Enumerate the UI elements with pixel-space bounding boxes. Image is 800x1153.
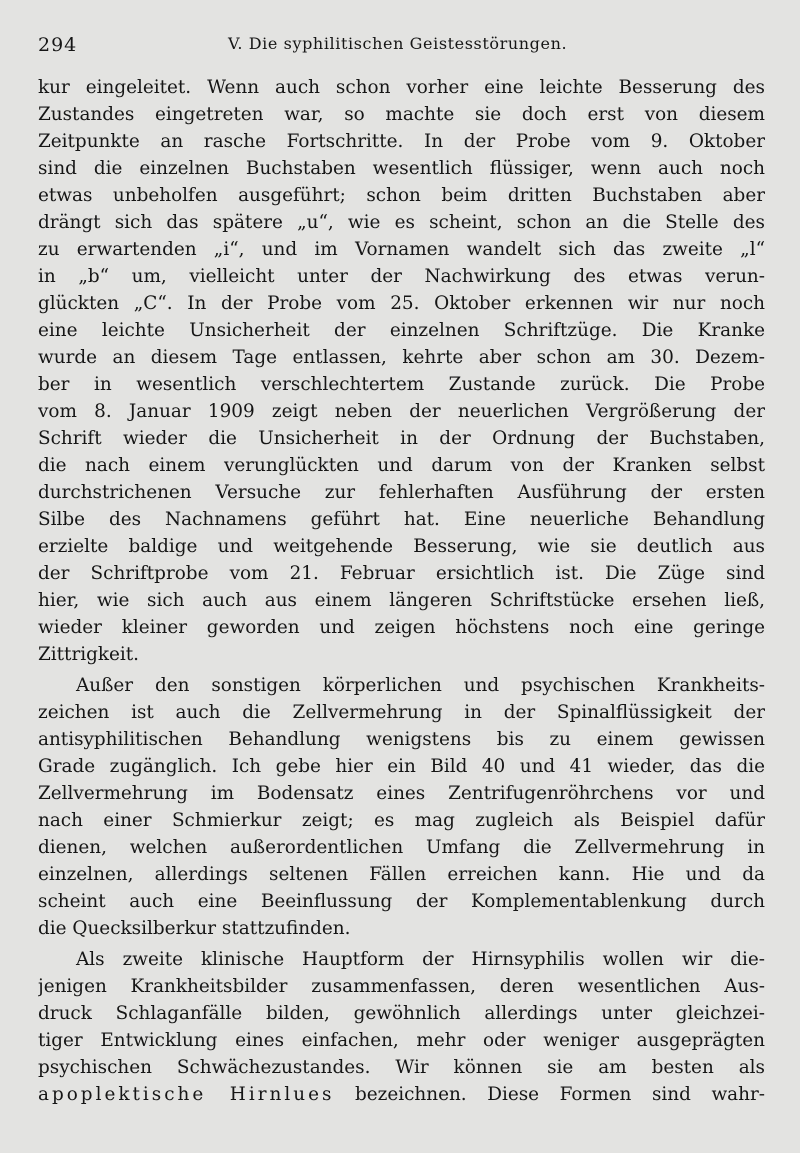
text-line: ber in wesentlich verschlechtertem Zustande zurück. Die Probe	[38, 374, 765, 395]
page-number: 294	[38, 34, 78, 56]
text-line: einzelnen, allerdings seltenen Fällen erreichen kann. Hie und da	[38, 864, 765, 885]
text-line: durchstrichenen Versuche zur fehlerhaften Ausführung der ersten	[38, 482, 765, 503]
text-line: vom 8. Januar 1909 zeigt neben der neuerlichen Vergrößerung der	[38, 401, 765, 422]
text-line: der Schriftprobe vom 21. Februar ersichtlich ist. Die Züge sind	[38, 563, 765, 584]
text-line: scheint auch eine Beeinflussung der Komplementablenkung durch	[38, 891, 765, 912]
text-line: wurde an diesem Tage entlassen, kehrte aber schon am 30. Dezem-	[38, 347, 765, 368]
text-line: Als zweite klinische Hauptform der Hirnsyphilis wollen wir die-	[76, 949, 765, 970]
text-line	[38, 1081, 765, 1108]
text-line: nach einer Schmierkur zeigt; es mag zugleich als Beispiel dafür	[38, 810, 765, 831]
text-line: dienen, welchen außerordentlichen Umfang die Zellvermehrung in	[38, 837, 765, 858]
spaced-term: apoplektische Hirnlues	[38, 1084, 335, 1105]
text-line: druck Schlaganfälle bilden, gewöhnlich allerdings unter gleichzei-	[38, 1003, 765, 1024]
paragraph-2	[38, 672, 765, 942]
text-line: zeichen ist auch die Zellvermehrung in der Spinalflüssigkeit der	[38, 702, 765, 723]
text-line: etwas unbeholfen ausgeführt; schon beim dritten Buchstaben aber	[38, 185, 765, 206]
text-line: eine leichte Unsicherheit der einzelnen Schriftzüge. Die Kranke	[38, 320, 765, 341]
body-text	[38, 74, 765, 1108]
text-line: antisyphilitischen Behandlung wenigstens bis zu einem gewissen	[38, 729, 765, 750]
text-line: jenigen Krankheitsbilder zusammenfassen, deren wesentlichen Aus-	[38, 976, 765, 997]
text-line: Außer den sonstigen körperlichen und psychischen Krankheits-	[76, 675, 765, 696]
paragraph-1	[38, 74, 765, 668]
text-line: hier, wie sich auch aus einem längeren Schriftstücke ersehen ließ,	[38, 590, 765, 611]
text-line: Zittrigkeit.	[38, 644, 140, 665]
text-line: Silbe des Nachnamens geführt hat. Eine neuerliche Behandlung	[38, 509, 765, 530]
text-line: zu erwartenden „i“, und im Vornamen wandelt sich das zweite „l“	[38, 239, 765, 260]
page-header	[38, 30, 760, 60]
text-line: Zellvermehrung im Bodensatz eines Zentrifugenröhrchens vor und	[38, 783, 765, 804]
paragraph-3	[38, 946, 765, 1108]
text-line: Schrift wieder die Unsicherheit in der Ordnung der Buchstaben,	[38, 428, 765, 449]
text-line: die nach einem verunglückten und darum von der Kranken selbst	[38, 455, 765, 476]
text-line: glückten „C“. In der Probe vom 25. Oktober erkennen wir nur noch	[38, 293, 765, 314]
text-line: drängt sich das spätere „u“, wie es scheint, schon an die Stelle des	[38, 212, 765, 233]
text-line: die Quecksilberkur stattzufinden.	[38, 918, 351, 939]
text-fragment: bezeichnen. Diese Formen sind wahr-	[334, 1084, 765, 1105]
text-line: Grade zugänglich. Ich gebe hier ein Bild 40 und 41 wieder, das die	[38, 756, 765, 777]
text-line: wieder kleiner geworden und zeigen höchstens noch eine geringe	[38, 617, 765, 638]
text-line: psychischen Schwächezustandes. Wir können sie am besten als	[38, 1057, 765, 1078]
running-head: V. Die syphilitischen Geistesstörungen.	[228, 34, 568, 53]
text-line: Zeitpunkte an rasche Fortschritte. In der Probe vom 9. Oktober	[38, 131, 765, 152]
text-line: Zustandes eingetreten war, so machte sie doch erst von diesem	[38, 104, 765, 125]
text-line: kur eingeleitet. Wenn auch schon vorher eine leichte Besserung des	[38, 77, 765, 98]
text-line: in „b“ um, vielleicht unter der Nachwirkung des etwas verun-	[38, 266, 765, 287]
text-line: erzielte baldige und weitgehende Besserung, wie sie deutlich aus	[38, 536, 765, 557]
text-line: sind die einzelnen Buchstaben wesentlich flüssiger, wenn auch noch	[38, 158, 765, 179]
text-line: tiger Entwicklung eines einfachen, mehr oder weniger ausgeprägten	[38, 1030, 765, 1051]
